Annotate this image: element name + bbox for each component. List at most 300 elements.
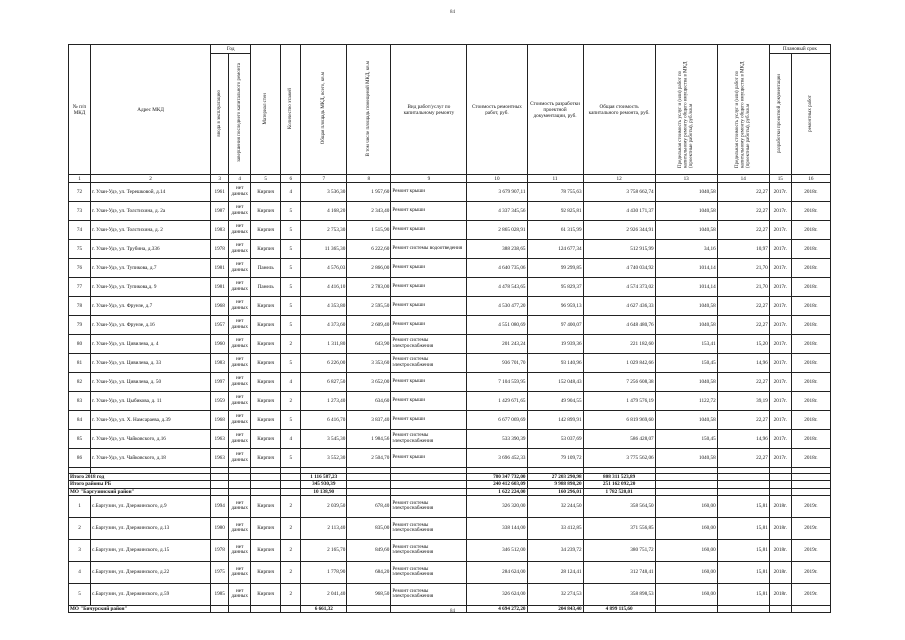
row-cost-total: 512 915,99	[583, 240, 655, 259]
row-area-total: 4 168,20	[301, 202, 347, 221]
row-area-living: 643,90	[347, 335, 391, 354]
total-row-cost-work: 240 412 603,09	[467, 481, 527, 488]
row-year-last: нет данных	[229, 183, 251, 202]
column-number-cell: 6	[281, 175, 301, 183]
empty-cell	[717, 488, 769, 495]
row-area-living: 2 343,40	[347, 202, 391, 221]
row-cost-total: 7 256 608,38	[583, 373, 655, 392]
row-year-built: 1963	[211, 430, 229, 449]
row-material: Панель	[251, 259, 281, 278]
empty-cell	[281, 481, 301, 488]
row-year-last: нет данных	[229, 259, 251, 278]
row-area-total: 4 373,60	[301, 316, 347, 335]
row-unit-cost2: 22,27	[717, 183, 769, 202]
total-row-label: Итого 2018 год	[69, 474, 211, 481]
row-unit-cost2: 15,20	[717, 335, 769, 354]
row-area-living: 2 609,40	[347, 316, 391, 335]
row-material: Кирпич	[251, 240, 281, 259]
empty-cell	[791, 488, 830, 495]
col-material-header: Материал стен	[251, 45, 281, 175]
table-row	[69, 449, 831, 468]
row-cost-docs: 152 048,43	[527, 373, 583, 392]
row-unit-cost2: 21,70	[717, 278, 769, 297]
row-unit-cost: 150,45	[655, 354, 717, 373]
row-unit-cost2: 10,97	[717, 240, 769, 259]
row-plan-works: 2018г.	[791, 335, 830, 354]
row-cost-work: 4 530 477,20	[467, 297, 527, 316]
row-unit-cost: 1040,58	[655, 221, 717, 240]
empty-cell	[769, 474, 791, 481]
row-cost-total: 6 819 969,60	[583, 411, 655, 430]
row-plan-docs: 2018г.	[769, 539, 791, 561]
table-row	[69, 561, 831, 583]
row-year-built: 1994	[211, 495, 229, 517]
column-number-cell: 10	[467, 175, 527, 183]
empty-cell	[655, 474, 717, 481]
row-year-last: нет данных	[229, 411, 251, 430]
municipality-row-cost-work: 4 694 272,20	[467, 605, 527, 612]
row-material: Кирпич	[251, 335, 281, 354]
row-cost-total: 358 898,53	[583, 583, 655, 605]
empty-cell	[347, 481, 391, 488]
row-plan-works: 2018г.	[791, 373, 830, 392]
row-plan-works: 2018г.	[791, 202, 830, 221]
row-year-last: нет данных	[229, 297, 251, 316]
row-cost-docs: 34 239,72	[527, 539, 583, 561]
row-plan-docs: 2017г.	[769, 430, 791, 449]
row-cost-total: 371 556,85	[583, 517, 655, 539]
row-area-living: 968,50	[347, 583, 391, 605]
row-year-last: нет данных	[229, 202, 251, 221]
table-row	[69, 411, 831, 430]
row-cost-total: 2 926 344,91	[583, 221, 655, 240]
total-row-cost-docs: 27 203 290,98	[527, 474, 583, 481]
row-unit-cost2: 22,27	[717, 316, 769, 335]
row-plan-docs: 2017г.	[769, 411, 791, 430]
row-cost-total: 586 428,07	[583, 430, 655, 449]
row-cost-docs: 32 244,50	[527, 495, 583, 517]
row-year-built: 1968	[211, 297, 229, 316]
row-cost-work: 3 696 452,33	[467, 449, 527, 468]
row-number: 81	[69, 354, 91, 373]
row-work-type: Ремонт системы электроснабжения	[391, 517, 467, 539]
total-row-cost-total: 251 162 092,20	[583, 481, 655, 488]
empty-cell	[281, 474, 301, 481]
row-plan-docs: 2017г.	[769, 278, 791, 297]
row-year-last: нет данных	[229, 495, 251, 517]
row-floors: 5	[281, 354, 301, 373]
municipality-row-label: МО "Бичурский район"	[69, 605, 211, 612]
row-year-built: 1960	[211, 335, 229, 354]
column-number-cell: 3	[211, 175, 229, 183]
row-address: г. Улан-Удэ, ул. Чайковского, д.16	[91, 430, 211, 449]
row-work-type: Ремонт крыши	[391, 297, 467, 316]
row-number: 2	[69, 517, 91, 539]
row-cost-docs: 93 140,96	[527, 354, 583, 373]
col-work-header: Вид работ/услуг по капитальному ремонту	[391, 45, 467, 175]
row-number: 74	[69, 221, 91, 240]
row-unit-cost: 1014,14	[655, 259, 717, 278]
row-year-built: 1959	[211, 392, 229, 411]
row-plan-docs: 2017г.	[769, 221, 791, 240]
row-unit-cost2: 22,27	[717, 221, 769, 240]
empty-cell	[391, 474, 467, 481]
col-no-header: № п/п МКД	[69, 45, 91, 175]
row-work-type: Ремонт системы электроснабжения	[391, 539, 467, 561]
row-work-type: Ремонт крыши	[391, 373, 467, 392]
column-number-row	[69, 175, 831, 183]
row-floors: 5	[281, 297, 301, 316]
row-area-total: 1 273,40	[301, 392, 347, 411]
row-unit-cost: 160,00	[655, 561, 717, 583]
row-unit-cost: 153,41	[655, 335, 717, 354]
row-material: Кирпич	[251, 221, 281, 240]
row-address: г. Улан-Удэ, ул. Фрунзе, д.16	[91, 316, 211, 335]
row-plan-works: 2018г.	[791, 354, 830, 373]
row-cost-docs: 32 274,53	[527, 583, 583, 605]
row-unit-cost2: 22,27	[717, 449, 769, 468]
row-floors: 4	[281, 430, 301, 449]
total-row-cost-docs: 9 988 898,20	[527, 481, 583, 488]
row-cost-total: 3 758 662,74	[583, 183, 655, 202]
row-address: г. Улан-Удэ, ул. Толстихина, д. 2а	[91, 202, 211, 221]
row-cost-work: 388 238,65	[467, 240, 527, 259]
col-unit-cost-header: Предельная стоимость услуг и (или) работ по капитальному ремонту общего имущества в МКД (проектные работы), руб./кв.м	[655, 45, 717, 175]
row-address: г. Улан-Удэ, ул. Цивилева, д. 4	[91, 335, 211, 354]
row-plan-docs: 2017г.	[769, 259, 791, 278]
empty-cell	[347, 488, 391, 495]
row-number: 3	[69, 539, 91, 561]
empty-cell	[211, 481, 229, 488]
row-area-total: 3 552,30	[301, 449, 347, 468]
row-cost-work: 6 677 069,69	[467, 411, 527, 430]
row-cost-work: 338 144,00	[467, 517, 527, 539]
empty-cell	[251, 488, 281, 495]
row-address: г. Улан-Удэ, ул. Цивилева, д. 50	[91, 373, 211, 392]
row-address: с.Баргузин, ул. Дзержинского, д.9	[91, 495, 211, 517]
row-cost-work: 936 701,70	[467, 354, 527, 373]
row-unit-cost: 1040,58	[655, 316, 717, 335]
row-number: 83	[69, 392, 91, 411]
row-unit-cost2: 15,81	[717, 517, 769, 539]
row-area-living: 1 515,90	[347, 221, 391, 240]
empty-cell	[717, 481, 769, 488]
row-work-type: Ремонт крыши	[391, 449, 467, 468]
row-area-living: 684,20	[347, 561, 391, 583]
row-year-last: нет данных	[229, 392, 251, 411]
column-number-cell: 5	[251, 175, 281, 183]
row-area-total: 2 039,50	[301, 495, 347, 517]
row-work-type: Ремонт системы электроснабжения	[391, 335, 467, 354]
row-year-last: нет данных	[229, 430, 251, 449]
row-year-last: нет данных	[229, 316, 251, 335]
row-plan-docs: 2017г.	[769, 373, 791, 392]
municipality-row-cost-total: 4 899 115,60	[583, 605, 655, 612]
row-area-total: 6 226,00	[301, 354, 347, 373]
empty-cell	[791, 481, 830, 488]
row-plan-docs: 2018г.	[769, 583, 791, 605]
row-area-living: 634,60	[347, 392, 391, 411]
row-work-type: Ремонт крыши	[391, 316, 467, 335]
row-material: Кирпич	[251, 183, 281, 202]
row-number: 77	[69, 278, 91, 297]
row-floors: 2	[281, 495, 301, 517]
row-number: 73	[69, 202, 91, 221]
row-area-total: 4 576,03	[301, 259, 347, 278]
row-unit-cost2: 14,96	[717, 430, 769, 449]
row-plan-works: 2018г.	[791, 449, 830, 468]
row-year-built: 1997	[211, 373, 229, 392]
row-year-last: нет данных	[229, 278, 251, 297]
row-plan-works: 2018г.	[791, 411, 830, 430]
col-year-last-header: завершения последнего капитального ремонта	[229, 54, 251, 175]
page-number-top: 84	[450, 10, 455, 15]
row-number: 84	[69, 411, 91, 430]
row-cost-work: 4 640 735,06	[467, 259, 527, 278]
row-number: 79	[69, 316, 91, 335]
table-row	[69, 259, 831, 278]
row-material: Кирпич	[251, 449, 281, 468]
row-unit-cost: 1122,72	[655, 392, 717, 411]
row-material: Кирпич	[251, 583, 281, 605]
row-floors: 4	[281, 183, 301, 202]
row-year-last: нет данных	[229, 354, 251, 373]
empty-cell	[281, 488, 301, 495]
col-plan-docs-header: разработки проектной документации	[769, 54, 791, 175]
row-plan-works: 2018г.	[791, 240, 830, 259]
column-number-cell: 13	[655, 175, 717, 183]
column-number-cell: 2	[91, 175, 211, 183]
row-area-total: 6 416,70	[301, 411, 347, 430]
page-number-bottom: 84	[450, 609, 455, 614]
table-body	[69, 175, 831, 613]
empty-cell	[347, 474, 391, 481]
row-material: Кирпич	[251, 411, 281, 430]
row-cost-work: 3 679 907,11	[467, 183, 527, 202]
municipality-row-cost-work: 1 622 224,00	[467, 488, 527, 495]
row-number: 76	[69, 259, 91, 278]
row-number: 80	[69, 335, 91, 354]
row-material: Кирпич	[251, 202, 281, 221]
table-row	[69, 316, 831, 335]
row-area-living: 2 866,00	[347, 259, 391, 278]
row-number: 78	[69, 297, 91, 316]
table-row	[69, 240, 831, 259]
column-number-cell: 4	[229, 175, 251, 183]
row-unit-cost2: 15,81	[717, 539, 769, 561]
row-cost-total: 312 748,41	[583, 561, 655, 583]
row-work-type: Ремонт системы электроснабжения	[391, 354, 467, 373]
row-address: г. Улан-Удэ, ул. Цыбикова, д. 11	[91, 392, 211, 411]
row-cost-work: 4 337 345,56	[467, 202, 527, 221]
row-area-total: 3 545,30	[301, 430, 347, 449]
row-work-type: Ремонт крыши	[391, 411, 467, 430]
row-year-last: нет данных	[229, 517, 251, 539]
row-floors: 5	[281, 449, 301, 468]
row-unit-cost: 150,45	[655, 430, 717, 449]
row-floors: 2	[281, 517, 301, 539]
row-cost-docs: 49 904,55	[527, 392, 583, 411]
row-cost-work: 4 478 543,65	[467, 278, 527, 297]
row-floors: 2	[281, 561, 301, 583]
column-number-cell: 8	[347, 175, 391, 183]
row-address: г. Улан-Удэ, ул. Х. Намсараева, д.39	[91, 411, 211, 430]
row-cost-total: 4 627 436,33	[583, 297, 655, 316]
row-year-built: 1983	[211, 221, 229, 240]
row-floors: 2	[281, 392, 301, 411]
row-year-built: 1968	[211, 411, 229, 430]
row-work-type: Ремонт крыши	[391, 221, 467, 240]
row-unit-cost: 160,00	[655, 583, 717, 605]
row-cost-total: 4 648 480,76	[583, 316, 655, 335]
table-row	[69, 297, 831, 316]
municipality-row-area: 10 138,90	[301, 488, 347, 495]
empty-cell	[229, 488, 251, 495]
row-unit-cost: 160,00	[655, 517, 717, 539]
row-area-living: 2 783,00	[347, 278, 391, 297]
row-work-type: Ремонт крыши	[391, 392, 467, 411]
row-floors: 5	[281, 411, 301, 430]
row-year-built: 1961	[211, 183, 229, 202]
row-unit-cost2: 39,19	[717, 392, 769, 411]
row-cost-work: 346 512,00	[467, 539, 527, 561]
row-cost-work: 7 104 559,95	[467, 373, 527, 392]
column-number-cell: 11	[527, 175, 583, 183]
row-address: г. Улан-Удэ, ул. Тупикова,д. 9	[91, 278, 211, 297]
row-unit-cost: 1040,58	[655, 202, 717, 221]
row-floors: 2	[281, 583, 301, 605]
row-area-total: 6 827,50	[301, 373, 347, 392]
municipality-row-cost-docs: 204 843,40	[527, 605, 583, 612]
empty-cell	[769, 488, 791, 495]
row-cost-total: 358 564,50	[583, 495, 655, 517]
row-work-type: Ремонт системы электроснабжения	[391, 583, 467, 605]
row-cost-docs: 92 825,81	[527, 202, 583, 221]
municipality-row-label: МО "Баргузинский район"	[69, 488, 211, 495]
row-area-living: 835,00	[347, 517, 391, 539]
table-row	[69, 373, 831, 392]
row-plan-docs: 2017г.	[769, 449, 791, 468]
col-year-built-header: ввода в эксплуатацию	[211, 54, 229, 175]
row-area-total: 3 536,30	[301, 183, 347, 202]
table-row	[69, 539, 831, 561]
row-floors: 5	[281, 202, 301, 221]
row-unit-cost: 1040,58	[655, 297, 717, 316]
col-cost-work-header: Стоимость ремонтных работ, руб.	[467, 45, 527, 175]
column-number-cell: 15	[769, 175, 791, 183]
row-year-built: 1985	[211, 583, 229, 605]
table-row	[69, 392, 831, 411]
row-work-type: Ремонт крыши	[391, 202, 467, 221]
row-plan-docs: 2017г.	[769, 392, 791, 411]
empty-cell	[391, 488, 467, 495]
row-material: Кирпич	[251, 430, 281, 449]
row-year-built: 1980	[211, 517, 229, 539]
total-row-area: 1 116 587,23	[301, 474, 347, 481]
row-plan-works: 2019г.	[791, 583, 830, 605]
row-plan-docs: 2017г.	[769, 240, 791, 259]
empty-cell	[791, 474, 830, 481]
row-area-total: 4 353,80	[301, 297, 347, 316]
total-row	[69, 481, 831, 488]
row-plan-works: 2018г.	[791, 221, 830, 240]
row-address: г. Улан-Удэ, ул. Терешковой, д.14	[91, 183, 211, 202]
row-cost-work: 2 865 028,91	[467, 221, 527, 240]
empty-cell	[717, 474, 769, 481]
row-plan-works: 2018г.	[791, 297, 830, 316]
row-work-type: Ремонт системы электроснабжения	[391, 495, 467, 517]
row-floors: 4	[281, 373, 301, 392]
row-year-last: нет данных	[229, 449, 251, 468]
row-cost-docs: 97 400,07	[527, 316, 583, 335]
row-cost-total: 221 182,60	[583, 335, 655, 354]
row-cost-docs: 28 124,41	[527, 561, 583, 583]
empty-cell	[211, 488, 229, 495]
row-address: с.Баргузин, ул. Дзержинского, д.22	[91, 561, 211, 583]
row-plan-works: 2019г.	[791, 495, 830, 517]
row-year-built: 1975	[211, 561, 229, 583]
municipality-row-cost-docs: 160 296,01	[527, 488, 583, 495]
row-plan-works: 2019г.	[791, 539, 830, 561]
row-material: Панель	[251, 278, 281, 297]
row-plan-docs: 2017г.	[769, 335, 791, 354]
row-material: Кирпич	[251, 354, 281, 373]
row-year-built: 1981	[211, 278, 229, 297]
row-cost-total: 4 430 171,37	[583, 202, 655, 221]
row-unit-cost: 34,16	[655, 240, 717, 259]
row-unit-cost: 1040,58	[655, 449, 717, 468]
col-area-total-header: Общая площадь МКД, всего, кв.м	[301, 45, 347, 175]
row-cost-total: 1 029 842,66	[583, 354, 655, 373]
row-unit-cost2: 15,81	[717, 583, 769, 605]
row-unit-cost2: 22,27	[717, 411, 769, 430]
row-address: г. Улан-Удэ, ул. Чайковского, д.18	[91, 449, 211, 468]
row-unit-cost2: 14,96	[717, 354, 769, 373]
col-year-group-header: Год	[211, 45, 251, 54]
table-row	[69, 517, 831, 539]
row-area-total: 1 778,90	[301, 561, 347, 583]
row-year-last: нет данных	[229, 221, 251, 240]
row-year-built: 1978	[211, 240, 229, 259]
total-row	[69, 474, 831, 481]
row-number: 5	[69, 583, 91, 605]
table-row	[69, 183, 831, 202]
row-unit-cost2: 22,27	[717, 373, 769, 392]
row-area-total: 2 753,30	[301, 221, 347, 240]
row-area-living: 678,40	[347, 495, 391, 517]
empty-cell	[655, 481, 717, 488]
row-cost-total: 3 775 562,06	[583, 449, 655, 468]
row-year-last: нет данных	[229, 539, 251, 561]
row-cost-docs: 99 299,85	[527, 259, 583, 278]
table-row	[69, 278, 831, 297]
capital-repair-table	[68, 44, 831, 613]
row-year-last: нет данных	[229, 373, 251, 392]
row-material: Кирпич	[251, 392, 281, 411]
row-year-last: нет данных	[229, 240, 251, 259]
row-number: 82	[69, 373, 91, 392]
empty-cell	[229, 481, 251, 488]
empty-cell	[769, 481, 791, 488]
row-year-built: 1981	[211, 259, 229, 278]
total-row-label: Итого районы РБ	[69, 481, 211, 488]
total-row-cost-total: 808 311 523,89	[583, 474, 655, 481]
table-row	[69, 202, 831, 221]
row-number: 1	[69, 495, 91, 517]
row-area-total: 2 041,40	[301, 583, 347, 605]
row-area-total: 2 113,40	[301, 517, 347, 539]
total-row-area: 345 930,39	[301, 481, 347, 488]
